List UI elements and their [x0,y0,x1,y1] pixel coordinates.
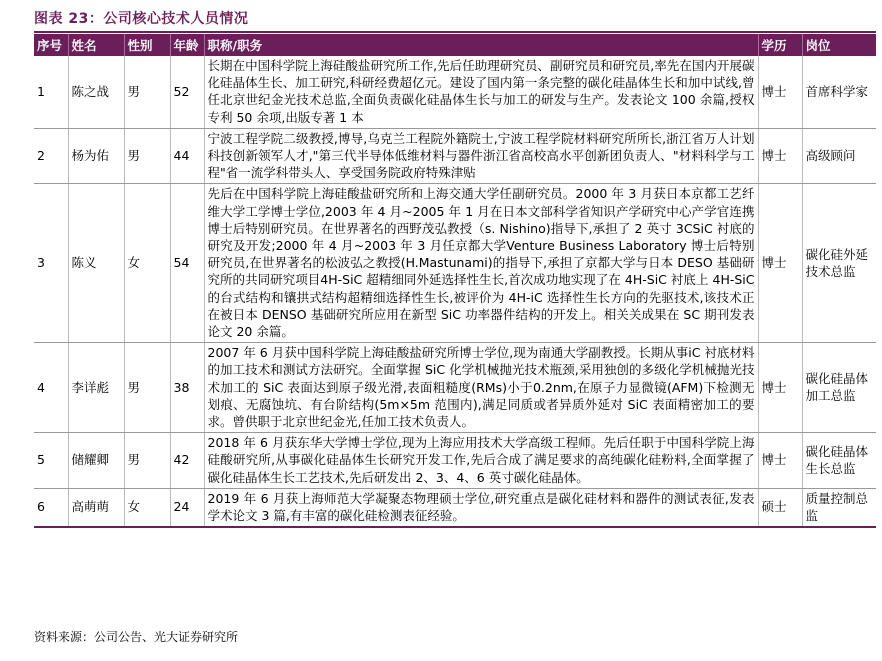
cell-resume: 2019 年 6 月获上海师范大学凝聚态物理硕士学位,研究重点是碳化硅材料和器件的测试表征,发表学术论文 3 篇,有丰富的碳化硅检测表征经验。 [204,488,758,527]
cell-no: 4 [34,343,68,433]
cell-name: 杨为佑 [68,128,124,184]
cell-position: 高级顾问 [802,128,876,184]
table-row [34,128,876,184]
header-degree: 学历 [758,34,802,56]
header-resume: 职称/职务 [204,34,758,56]
cell-name: 李详彪 [68,343,124,433]
cell-age: 42 [170,433,204,489]
cell-degree: 硕士 [758,488,802,527]
cell-resume: 2018 年 6 月获东华大学博士学位,现为上海应用技术大学高级工程师。先后任职于中国科学院上海硅酸研究所,从事碳化硅晶体生长研究开发工作,先后合成了满足要求的高纯碳化硅粉料,全面掌握了碳化硅晶体生长工艺技术,先后研发出 2、3、4、6 英寸碳化硅晶体。 [204,433,758,489]
cell-gender: 女 [124,184,170,343]
cell-name: 陈之战 [68,56,124,128]
cell-no: 6 [34,488,68,527]
table-row [34,184,876,343]
cell-resume: 宁波工程学院二级教授,博导,乌克兰工程院外籍院士,宁波工程学院材料研究所所长,浙江省万人计划科技创新领军人才,"第三代半导体低维材料与器件浙江省高校高水平创新团负责人、"材料科学与工程"省一流学科带头人、享受国务院政府特殊津贴 [204,128,758,184]
cell-age: 24 [170,488,204,527]
cell-position: 碳化硅晶体生长总监 [802,433,876,489]
cell-degree: 博士 [758,343,802,433]
cell-position: 碳化硅晶体加工总监 [802,343,876,433]
table-row [34,343,876,433]
header-age: 年龄 [170,34,204,56]
cell-position: 质量控制总监 [802,488,876,527]
header-no: 序号 [34,34,68,56]
cell-name: 陈义 [68,184,124,343]
cell-no: 5 [34,433,68,489]
cell-position: 首席科学家 [802,56,876,128]
figure-title: 图表 23：公司核心技术人员情况 [34,11,249,27]
core-staff-table [34,34,876,528]
cell-name: 高萌萌 [68,488,124,527]
cell-no: 2 [34,128,68,184]
cell-degree: 博士 [758,433,802,489]
cell-no: 1 [34,56,68,128]
cell-resume: 2007 年 6 月获中国科学院上海硅酸盐研究所博士学位,现为南通大学副教授。长期从事iC 衬底材料的加工技术和测试方法研究。全面掌握 SiC 化学机械抛光技术瓶颈,采用独创的多级化学机械抛光技术加工的 SiC 表面达到原子级光滑,表面粗糙度(RMs)小于0.2nm,在原子力显微镜(AFM)下检测无划痕、无腐蚀坑、有台阶结构(5m×5m 范围内),满足同质或者异质外延对 SiC 表面精密加工的要求。曾供职于北京世纪金光,任加工技术负责人。 [204,343,758,433]
table-header-row [34,34,876,56]
cell-gender: 男 [124,433,170,489]
cell-resume: 长期在中国科学院上海硅酸盐研究所工作,先后任助理研究员、副研究员和研究员,率先在国内开展碳化硅晶体生长、加工研究,科研经费超亿元。建设了国内第一条完整的碳化硅晶体生长和加中试线,曾任北京世纪金光技术总监,全面负责碳化硅晶体生长与加工的研发与生产。发表论文 100 余篇,授权专利 50 余项,出版专著 1 本 [204,56,758,128]
cell-gender: 男 [124,343,170,433]
cell-age: 44 [170,128,204,184]
cell-gender: 男 [124,56,170,128]
source-note: 资料来源：公司公告、光大证券研究所 [34,630,239,644]
cell-gender: 女 [124,488,170,527]
cell-age: 54 [170,184,204,343]
cell-name: 储耀卿 [68,433,124,489]
header-gender: 性别 [124,34,170,56]
cell-degree: 博士 [758,184,802,343]
cell-degree: 博士 [758,128,802,184]
table-row [34,488,876,527]
table-row [34,56,876,128]
cell-age: 52 [170,56,204,128]
cell-gender: 男 [124,128,170,184]
cell-age: 38 [170,343,204,433]
cell-position: 碳化硅外延技术总监 [802,184,876,343]
cell-degree: 博士 [758,56,802,128]
title-rule [34,31,876,33]
header-position: 岗位 [802,34,876,56]
table-row [34,433,876,489]
cell-resume: 先后在中国科学院上海硅酸盐研究所和上海交通大学任副研究员。2000 年 3 月获日本京都工艺纤维大学工学博士学位,2003 年 4 月~2005 年 1 月在日本文部科学省知识产学研究中心产学官连携博士后特别研究员。在世界著名的西野茂弘教授（s. Nishino)指导下,承担了 2 英寸 3CSiC 衬底的研究及开发;2000 年 4 月~2003 年 3 月任京都大学Venture Business Laboratory 博士后特别研究员,在世界著名的松波弘之教授(H.Mastunami)的指导下,承担了京都大学与日本 DESO 基础研究所的共同研究项目4H-SiC 超精细同外延选择性生长,首次成功地实现了在 4H-SiC 衬底上 4H-SiC 的台式结构和镶拱式结构超精细选择性生长,被评价为 4H-iC 选择性生长方向的先驱技术,该技术正在被日本 DENSO 基础研究所应用在新型 SiC 功率器件结构的开发上。相关关成果在 SC 期刊发表论文 20 余篇。 [204,184,758,343]
header-name: 姓名 [68,34,124,56]
cell-no: 3 [34,184,68,343]
